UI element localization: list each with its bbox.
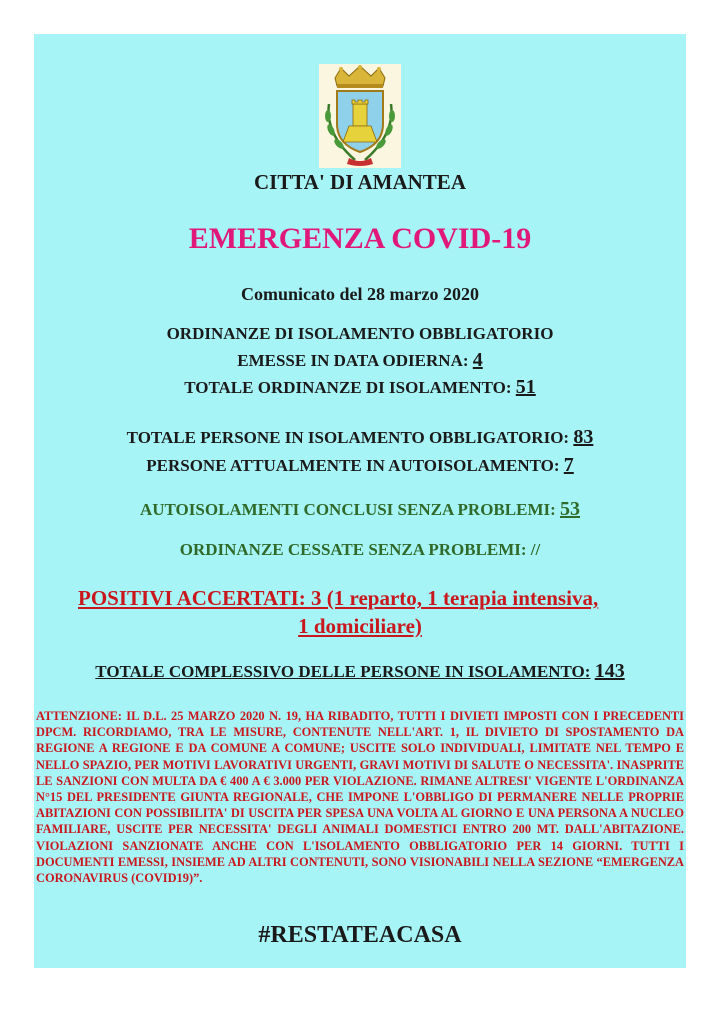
positives-line-1: POSITIVI ACCERTATI: 3 (1 reparto, 1 terapia intensiva,: [78, 586, 599, 610]
persons-mandatory-label: TOTALE PERSONE IN ISOLAMENTO OBBLIGATORIO:: [126, 428, 570, 447]
ordinances-total: [34, 376, 686, 399]
persons-self-isolation-value: 7: [563, 454, 574, 476]
positives-line-2: 1 domiciliare): [298, 614, 422, 638]
ordinances-ceased: ORDINANZE CESSATE SENZA PROBLEMI: //: [179, 540, 541, 559]
notice-panel: [34, 34, 686, 968]
self-isolation-concluded: [34, 498, 686, 521]
ordinances-total-label: TOTALE ORDINANZE DI ISOLAMENTO:: [184, 378, 512, 397]
persons-self-isolation: [34, 454, 686, 477]
total-isolated-value: 143: [594, 660, 625, 682]
ordinances-total-value: 51: [515, 376, 536, 398]
persons-mandatory: [34, 426, 686, 449]
persons-mandatory-value: 83: [573, 426, 594, 448]
hashtag: #RESTATEACASA: [258, 922, 462, 948]
self-isolation-concluded-value: 53: [560, 498, 581, 520]
self-isolation-concluded-label: AUTOISOLAMENTI CONCLUSI SENZA PROBLEMI:: [139, 500, 556, 519]
ordinances-today-label: EMESSE IN DATA ODIERNA:: [237, 351, 469, 370]
city-name: CITTA' DI AMANTEA: [254, 170, 466, 194]
persons-self-isolation-label: PERSONE ATTUALMENTE IN AUTOISOLAMENTO:: [146, 456, 560, 475]
total-isolated: [34, 660, 686, 683]
ordinances-today-value: 4: [472, 349, 483, 371]
page-title: EMERGENZA COVID-19: [188, 222, 532, 255]
ordinances-heading: ORDINANZE DI ISOLAMENTO OBBLIGATORIO: [166, 324, 554, 343]
warning-notice: ATTENZIONE: IL D.L. 25 MARZO 2020 N. 19, HA RIBADITO, TUTTI I DIVIETI IMPOSTI CON I PRECEDENTI DPCM. RICORDIAMO, TRA LE MISURE, CONTENUTE NELL'ART. 1, IL DIVIETO DI SPOSTAMENTO DA REGIONE A REGIONE E DA COMUNE A COMUNE; USCITE SOLO INDIVIDUALI, LIMITATE NEL TEMPO E NELLO SPAZIO, PER MOTIVI LAVORATIVI URGENTI, GRAVI MOTIVI DI SALUTE O NECESSITA'. INASPRITE LE SANZIONI CON MULTA DA € 400 A € 3.000 PER VIOLAZIONE. RIMANE ALTRESI' VIGENTE L'ORDINANZA N°15 DEL PRESIDENTE GIUNTA REGIONALE, CHE IMPONE L'OBBLIGO DI PERMANERE NELLE PROPRIE ABITAZIONI CON POSSIBILITA' DI USCITA PER SPESA UNA VOLTA AL GIORNO E UNA PERSONA A NUCLEO FAMILIARE, USCITE PER NECESSITA' DEGLI ANIMALI DOMESTICI ENTRO 200 MT. DALL'ABITAZIONE. VIOLAZIONI SANZIONATE ANCHE CON L'ISOLAMENTO OBBLIGATORIO PER 14 GIORNI. TUTTI I DOCUMENTI EMESSI, INSIEME AD ALTRI CONTENUTI, SONO VISIONABILI NELLA SEZIONE “EMERGENZA CORONAVIRUS (COVID19)”.: [36, 709, 684, 886]
city-crest-logo: [319, 64, 401, 168]
total-isolated-label: TOTALE COMPLESSIVO DELLE PERSONE IN ISOLAMENTO:: [95, 662, 591, 681]
ordinances-today: [34, 349, 686, 372]
communique-date: Comunicato del 28 marzo 2020: [241, 284, 479, 304]
